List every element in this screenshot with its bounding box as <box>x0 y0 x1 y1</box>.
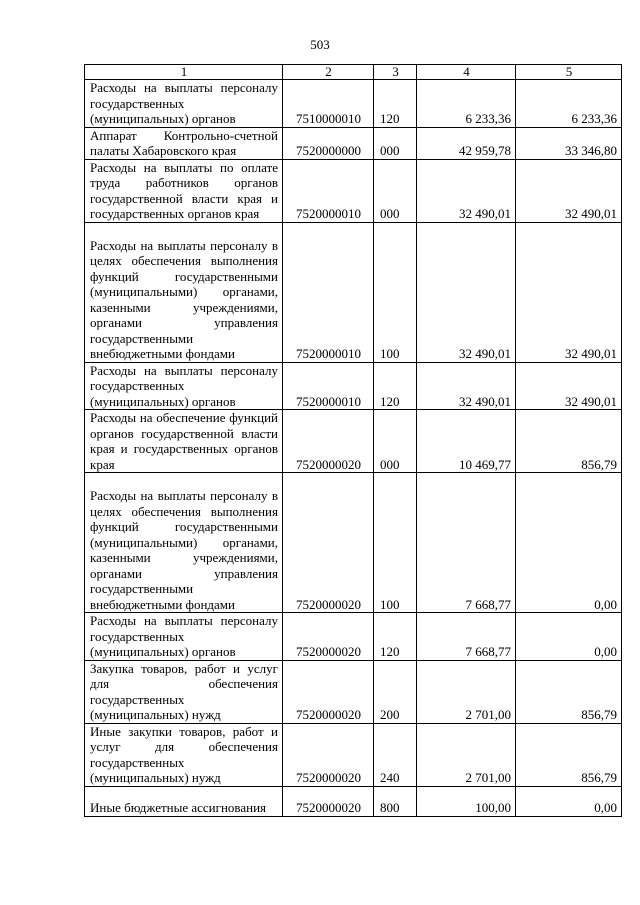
expense-name-cell: Расходы на выплаты персоналу государственных (муниципальных) органов <box>85 613 283 661</box>
table-row <box>85 660 622 723</box>
amount-cell-1: 10 469,77 <box>417 410 516 473</box>
amount-cell-2: 6 233,36 <box>516 80 622 128</box>
amount-cell-2: 0,00 <box>516 473 622 613</box>
target-code-cell: 7520000010 <box>283 222 374 362</box>
expense-kind-cell: 200 <box>374 660 417 723</box>
header-cell-kind: 3 <box>374 65 417 80</box>
amount-cell-2: 856,79 <box>516 410 622 473</box>
amount-cell-2: 32 490,01 <box>516 222 622 362</box>
budget-table <box>84 64 622 817</box>
table-row <box>85 410 622 473</box>
amount-cell-1: 2 701,00 <box>417 660 516 723</box>
amount-cell-1: 100,00 <box>417 786 516 816</box>
table-row <box>85 127 622 159</box>
page-number: 503 <box>310 37 330 52</box>
table-row <box>85 80 622 128</box>
table-row <box>85 786 622 816</box>
header-cell-name: 1 <box>85 65 283 80</box>
header-cell-sum1: 4 <box>417 65 516 80</box>
expense-kind-cell: 800 <box>374 786 417 816</box>
expense-kind-cell: 100 <box>374 222 417 362</box>
amount-cell-2: 32 490,01 <box>516 362 622 410</box>
table-row <box>85 222 622 362</box>
amount-cell-2: 32 490,01 <box>516 159 622 222</box>
target-code-cell: 7520000000 <box>283 127 374 159</box>
table-header-row <box>85 65 622 80</box>
expense-kind-cell: 100 <box>374 473 417 613</box>
expense-name-cell: Иные закупки товаров, работ и услуг для обеспечения государственных (муниципальных) нужд <box>85 723 283 786</box>
expense-kind-cell: 000 <box>374 410 417 473</box>
amount-cell-2: 0,00 <box>516 786 622 816</box>
target-code-cell: 7520000020 <box>283 613 374 661</box>
amount-cell-1: 32 490,01 <box>417 362 516 410</box>
expense-name-cell: Расходы на обеспечение функций органов государственной власти края и государственных органов края <box>85 410 283 473</box>
target-code-cell: 7520000010 <box>283 362 374 410</box>
amount-cell-1: 6 233,36 <box>417 80 516 128</box>
target-code-cell: 7520000020 <box>283 410 374 473</box>
expense-kind-cell: 240 <box>374 723 417 786</box>
expense-kind-cell: 120 <box>374 613 417 661</box>
expense-name-cell: Расходы на выплаты персоналу в целях обеспечения выполнения функций государственными (муниципальными) органами, казенными учреждениями, органами управления государственными внебюджетными фондами <box>85 473 283 613</box>
expense-kind-cell: 120 <box>374 362 417 410</box>
amount-cell-1: 2 701,00 <box>417 723 516 786</box>
expense-kind-cell: 000 <box>374 159 417 222</box>
amount-cell-1: 32 490,01 <box>417 159 516 222</box>
amount-cell-1: 7 668,77 <box>417 613 516 661</box>
table-row <box>85 362 622 410</box>
amount-cell-1: 7 668,77 <box>417 473 516 613</box>
amount-cell-2: 856,79 <box>516 660 622 723</box>
table-row <box>85 613 622 661</box>
amount-cell-2: 33 346,80 <box>516 127 622 159</box>
expense-kind-cell: 120 <box>374 80 417 128</box>
target-code-cell: 7520000010 <box>283 159 374 222</box>
expense-name-cell: Расходы на выплаты персоналу государственных (муниципальных) органов <box>85 362 283 410</box>
expense-name-cell: Иные бюджетные ассигнования <box>85 786 283 816</box>
table-row <box>85 723 622 786</box>
expense-name-cell: Расходы на выплаты по оплате труда работников органов государственной власти края и государственных органов края <box>85 159 283 222</box>
amount-cell-1: 42 959,78 <box>417 127 516 159</box>
expense-name-cell: Расходы на выплаты персоналу государственных (муниципальных) органов <box>85 80 283 128</box>
target-code-cell: 7520000020 <box>283 786 374 816</box>
amount-cell-1: 32 490,01 <box>417 222 516 362</box>
target-code-cell: 7510000010 <box>283 80 374 128</box>
expense-name-cell: Аппарат Контрольно-счетной палаты Хабаровского края <box>85 127 283 159</box>
target-code-cell: 7520000020 <box>283 660 374 723</box>
header-cell-code: 2 <box>283 65 374 80</box>
expense-name-cell: Расходы на выплаты персоналу в целях обеспечения выполнения функций государственными (муниципальными) органами, казенными учреждениями, органами управления государственными внебюджетными фондами <box>85 222 283 362</box>
table-row <box>85 473 622 613</box>
amount-cell-2: 0,00 <box>516 613 622 661</box>
table-row <box>85 159 622 222</box>
amount-cell-2: 856,79 <box>516 723 622 786</box>
target-code-cell: 7520000020 <box>283 473 374 613</box>
header-cell-sum2: 5 <box>516 65 622 80</box>
target-code-cell: 7520000020 <box>283 723 374 786</box>
expense-name-cell: Закупка товаров, работ и услуг для обеспечения государственных (муниципальных) нужд <box>85 660 283 723</box>
expense-kind-cell: 000 <box>374 127 417 159</box>
